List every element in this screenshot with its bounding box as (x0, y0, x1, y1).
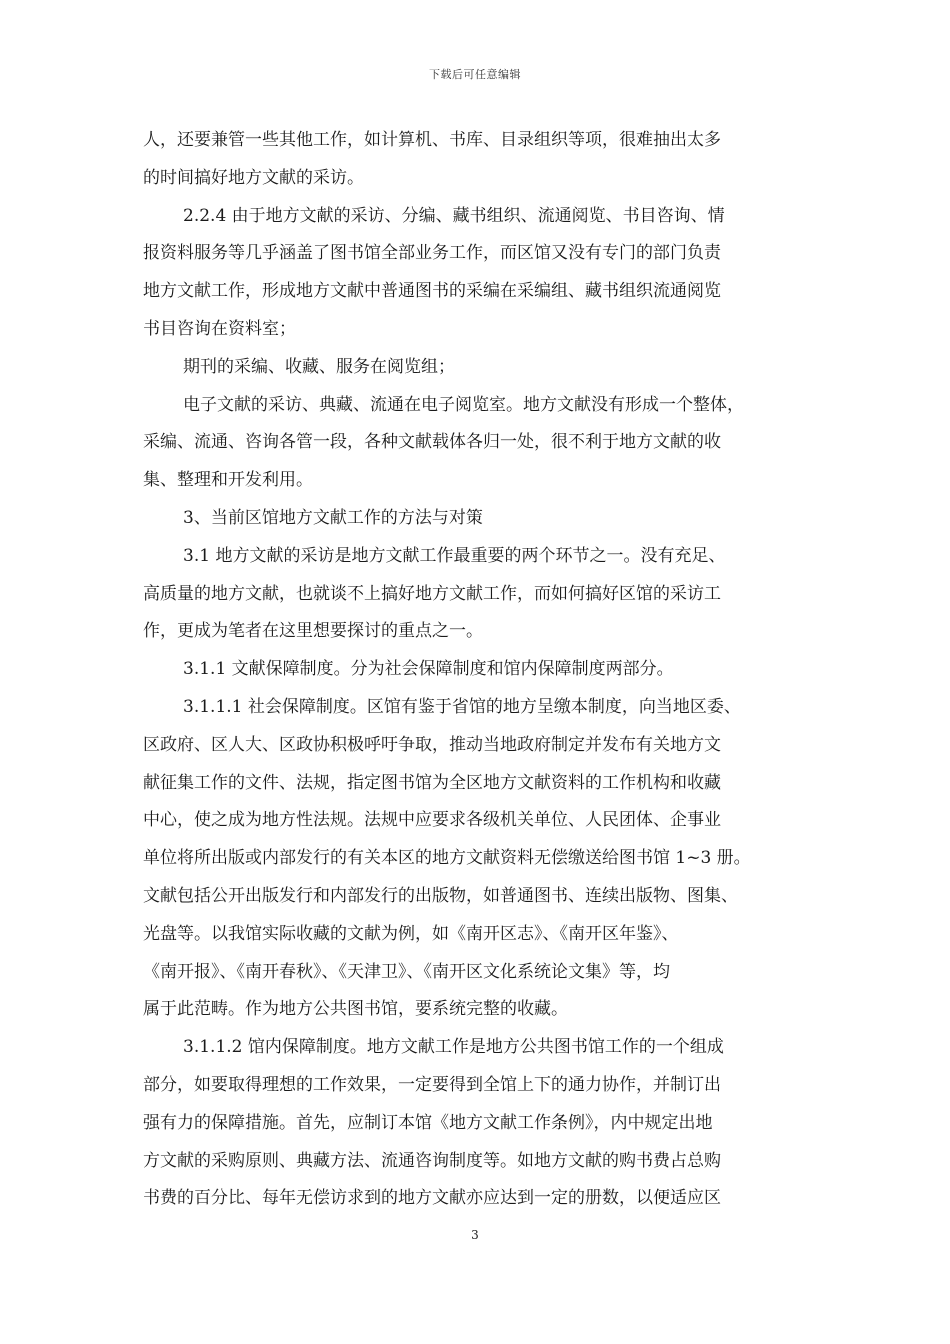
text-line: 单位将所出版或内部发行的有关本区的地方文献资料无偿缴送给图书馆 1~3 册。 (143, 848, 751, 869)
text-line: 3.1.1 文献保障制度。分为社会保障制度和馆内保障制度两部分。 (183, 659, 674, 680)
text-line: 3、当前区馆地方文献工作的方法与对策 (183, 507, 483, 528)
text-line: 书费的百分比、每年无偿访求到的地方文献亦应达到一定的册数，以便适应区 (143, 1188, 721, 1209)
text-line: 属于此范畴。作为地方公共图书馆，要系统完整的收藏。 (143, 999, 568, 1020)
text-line: 期刊的采编、收藏、服务在阅览组； (183, 356, 455, 377)
text-line: 部分，如要取得理想的工作效果，一定要得到全馆上下的通力协作，并制订出 (143, 1074, 721, 1095)
text-line: 书目咨询在资料室； (143, 318, 296, 339)
text-line: 光盘等。以我馆实际收藏的文献为例，如《南开区志》、《南开区年鉴》、 (143, 923, 679, 944)
text-line: 文献包括公开出版发行和内部发行的出版物，如普通图书、连续出版物、图集、 (143, 885, 738, 906)
page-number: 3 (471, 1228, 479, 1242)
text-line: 人，还要兼管一些其他工作，如计算机、书库、目录组织等项，很难抽出太多 (143, 130, 721, 150)
text-line: 献征集工作的文件、法规，指定图书馆为全区地方文献资料的工作机构和收藏 (143, 772, 721, 793)
text-line: 的时间搞好地方文献的采访。 (143, 167, 364, 188)
text-line: 3.1.1.2 馆内保障制度。地方文献工作是地方公共图书馆工作的一个组成 (183, 1037, 724, 1058)
text-line: 采编、流通、咨询各管一段，各种文献载体各归一处，很不利于地方文献的收 (143, 432, 721, 453)
text-line: 3.1 地方文献的采访是地方文献工作最重要的两个环节之一。没有充足、 (183, 545, 726, 566)
text-line: 集、整理和开发利用。 (143, 470, 313, 491)
text-line: 高质量的地方文献，也就谈不上搞好地方文献工作，而如何搞好区馆的采访工 (143, 583, 721, 604)
text-line: 方文献的采购原则、典藏方法、流通咨询制度等。如地方文献的购书费占总购 (143, 1150, 721, 1171)
text-line: 区政府、区人大、区政协积极呼吁争取，推动当地政府制定并发布有关地方文 (143, 734, 721, 755)
text-line: 中心，使之成为地方性法规。法规中应要求各级机关单位、人民团体、企事业 (143, 810, 721, 831)
text-line: 报资料服务等几乎涵盖了图书馆全部业务工作，而区馆又没有专门的部门负责 (143, 243, 721, 264)
text-line: 《南开报》、《南开春秋》、《天津卫》、《南开区文化系统论文集》等，均 (143, 961, 670, 982)
page-header: 下载后可任意编辑 (429, 68, 521, 81)
text-line: 强有力的保障措施。首先，应制订本馆《地方文献工作条例》，内中规定出地 (143, 1112, 713, 1133)
text-line: 地方文献工作，形成地方文献中普通图书的采编在采编组、藏书组织流通阅览 (143, 281, 721, 302)
text-line: 2.2.4 由于地方文献的采访、分编、藏书组织、流通阅览、书目咨询、情 (183, 205, 725, 226)
text-line: 作，更成为笔者在这里想要探讨的重点之一。 (143, 621, 483, 642)
document-body (143, 122, 813, 1218)
text-line: 电子文献的采访、典藏、流通在电子阅览室。地方文献没有形成一个整体， (183, 394, 744, 415)
text-line: 3.1.1.1 社会保障制度。区馆有鉴于省馆的地方呈缴本制度，向当地区委、 (183, 696, 741, 717)
